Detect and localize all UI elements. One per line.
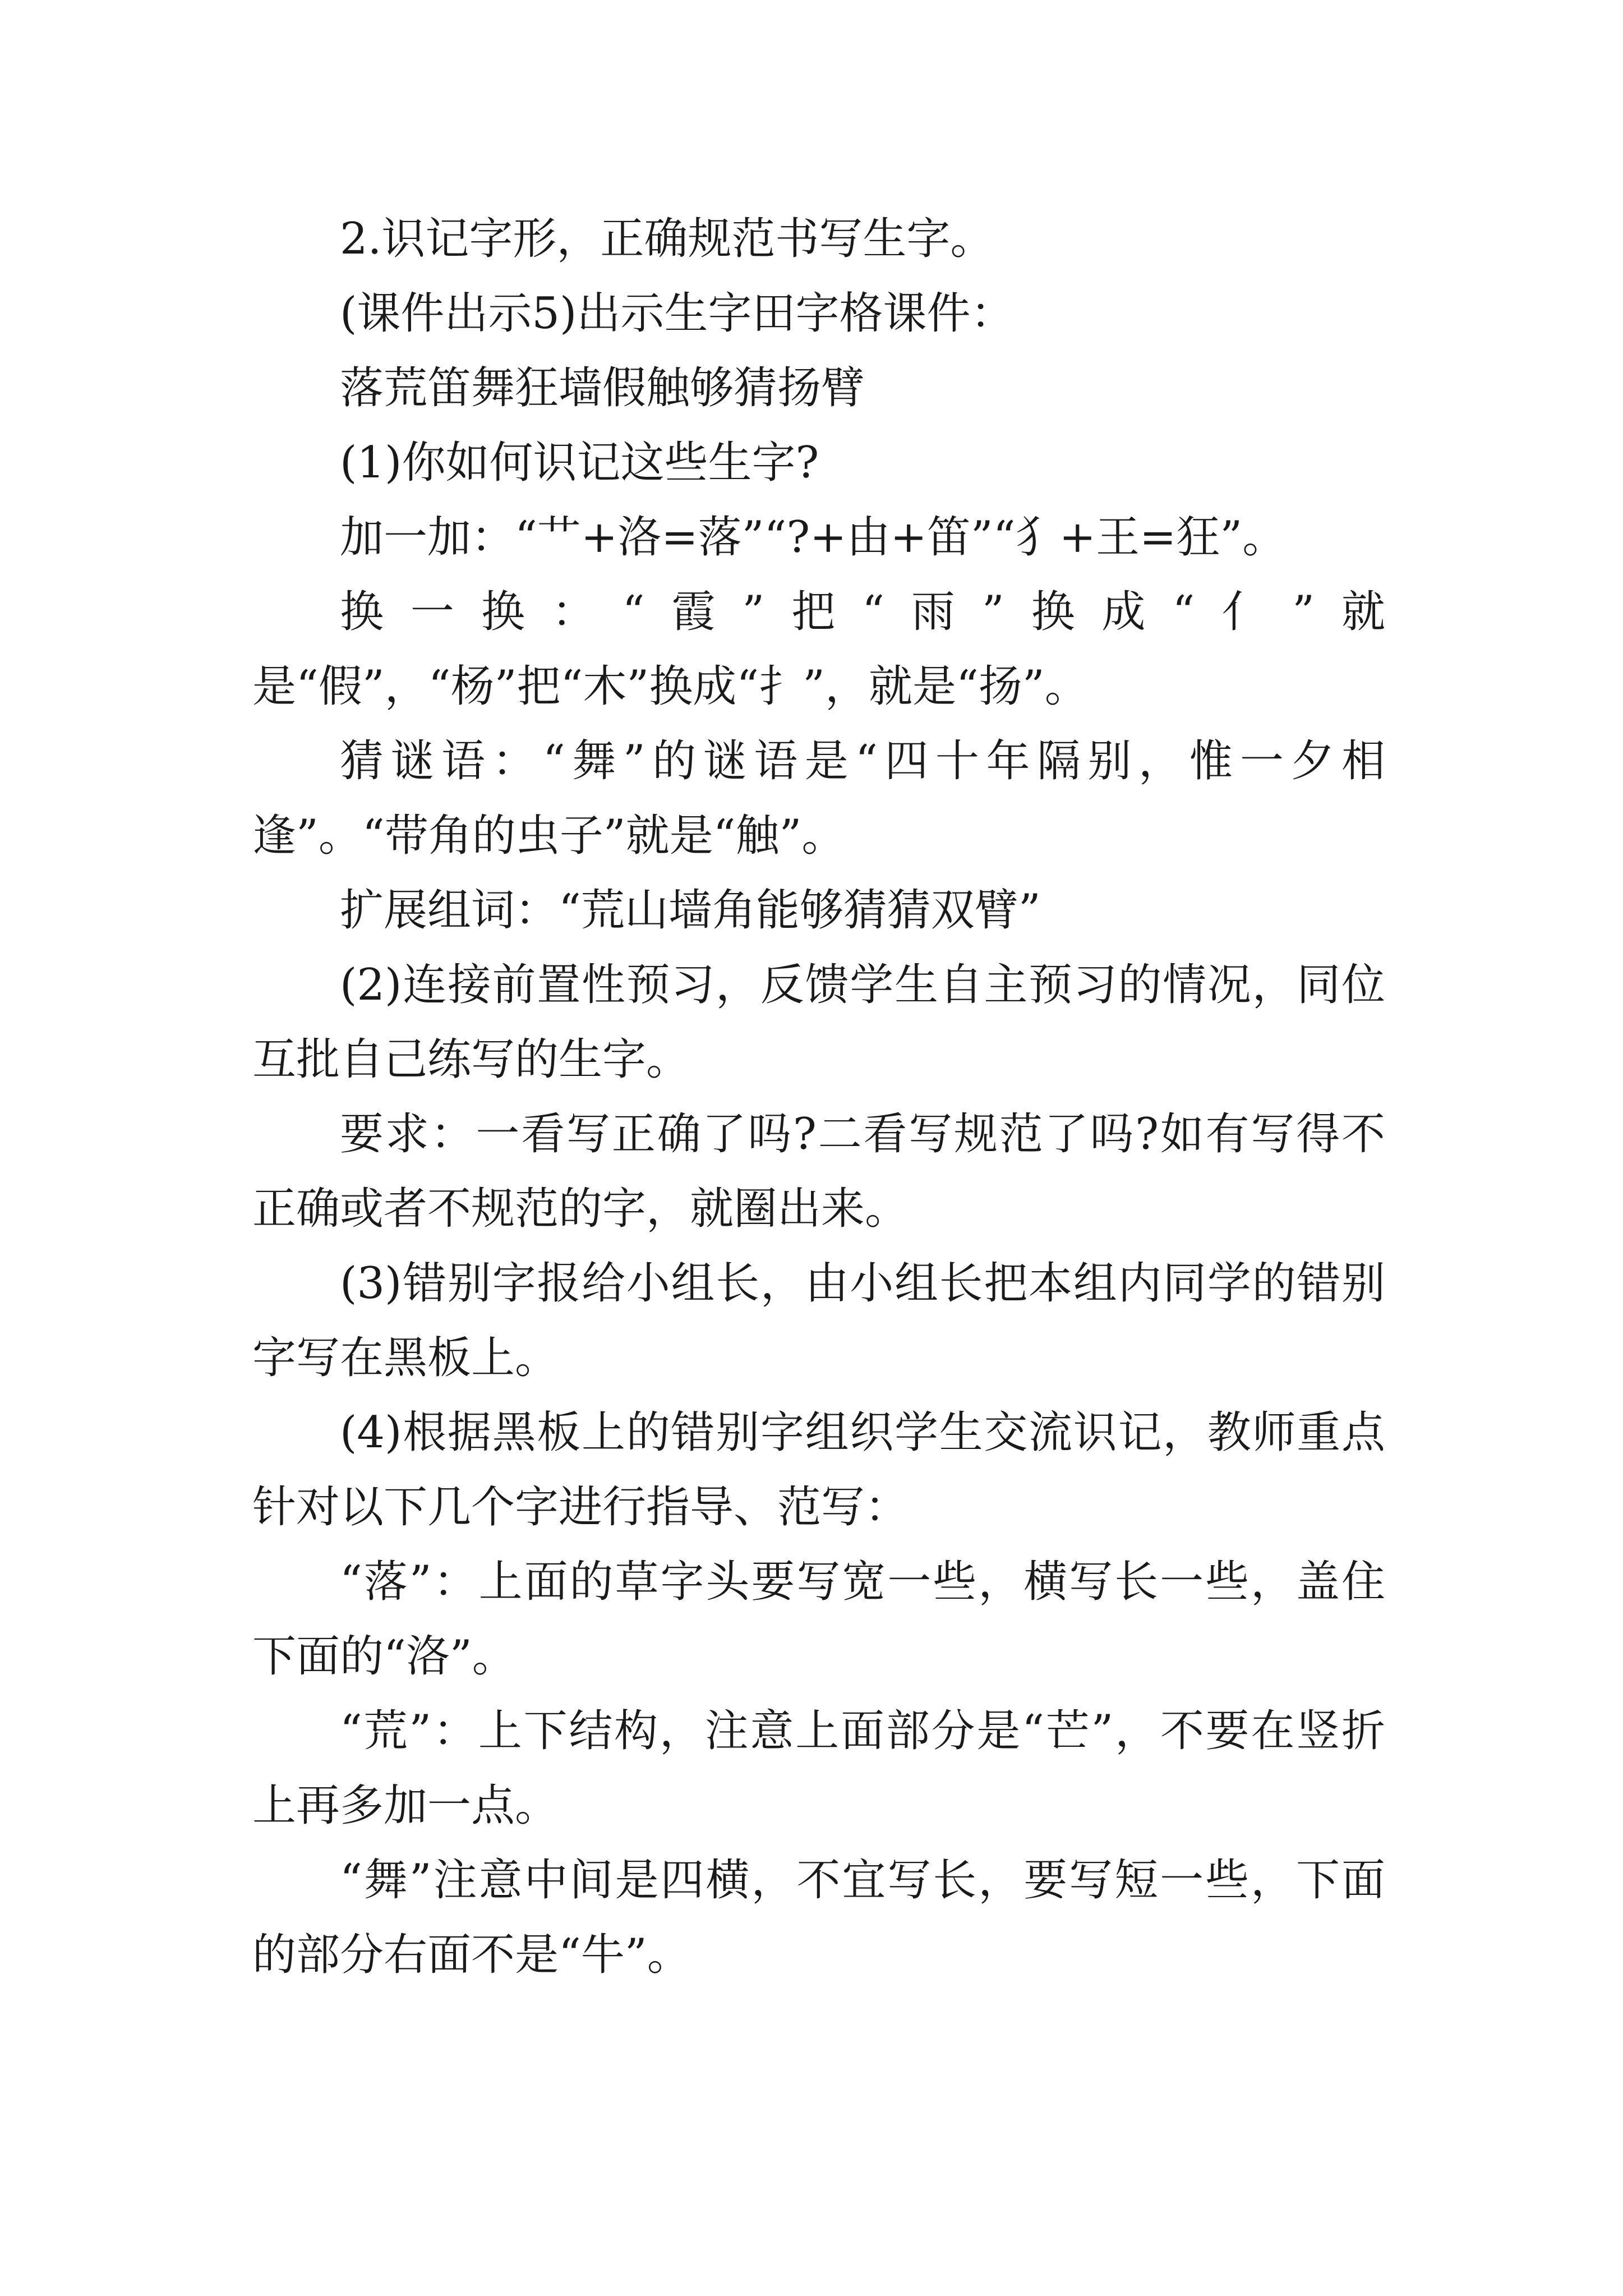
paragraph-14: “荒”：上下结构，注意上面部分是“芒”，不要在竖折上再多加一点。: [252, 1706, 1385, 1831]
paragraph-13: “落”：上面的草字头要写宽一些，横写长一些，盖住下面的“洛”。: [252, 1557, 1385, 1682]
paragraph-9: (2)连接前置性预习，反馈学生自主预习的情况，同位互批自己练写的生字。: [252, 960, 1385, 1085]
paragraph-11: (3)错别字报给小组长，由小组长把本组内同学的错别字写在黑板上。: [252, 1258, 1385, 1383]
paragraph-4: (1)你如何识记这些生字?: [340, 438, 819, 488]
paragraph-10: 要求：一看写正确了吗?二看写规范了吗?如有写得不正确或者不规范的字，就圈出来。: [252, 1109, 1385, 1234]
paragraph-1: 2.识记字形，正确规范书写生字。: [340, 214, 994, 264]
paragraph-6: 换一换：“霞”把“雨”换成“亻”就是“假”，“杨”把“木”换成“扌”，就是“扬”。: [252, 587, 1385, 712]
paragraph-8: 扩展组词：“荒山墙角能够猜猜双臂”: [340, 885, 1041, 936]
paragraph-12: (4)根据黑板上的错别字组织学生交流识记，教师重点针对以下几个字进行指导、范写：: [252, 1407, 1385, 1533]
paragraph-15: “舞”注意中间是四横，不宜写长，要写短一些，下面的部分右面不是“牛”。: [252, 1855, 1385, 1980]
document-body: [252, 202, 1385, 1993]
paragraph-7: 猜谜语：“舞”的谜语是“四十年隔别，惟一夕相逢”。“带角的虫子”就是“触”。: [252, 736, 1385, 861]
paragraph-5: 加一加：“艹+洛=落”“?+由+笛”“犭+王=狂”。: [340, 512, 1287, 563]
paragraph-2: (课件出示5)出示生字田字格课件：: [340, 288, 1015, 339]
paragraph-3: 落荒笛舞狂墙假触够猜扬臂: [340, 363, 865, 413]
